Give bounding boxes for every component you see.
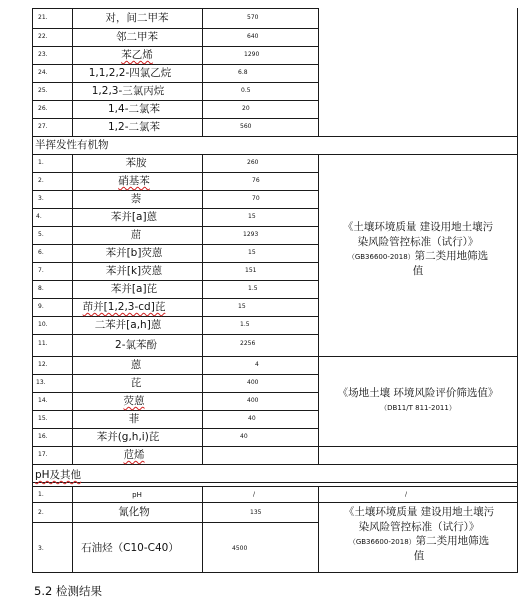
row-number: 25. bbox=[38, 87, 48, 94]
compound-name: 1,4-二氯苯 bbox=[108, 103, 160, 115]
compound-name: 氰化物 bbox=[118, 506, 150, 518]
row-number: 11. bbox=[38, 340, 48, 347]
row-line bbox=[32, 428, 318, 429]
compound-name: 茚并[1,2,3-cd]芘 bbox=[82, 301, 166, 313]
row-number: 2. bbox=[38, 177, 44, 184]
standard-db11: 《场地土壤 环境风险评价筛选值》 （DB11/T 811-2011） bbox=[337, 387, 499, 412]
screening-value: 2256 bbox=[240, 340, 256, 347]
table-border-right bbox=[517, 8, 518, 482]
screening-value: / bbox=[253, 491, 256, 498]
row-number: 16. bbox=[38, 433, 48, 440]
standard-gb36600-other: 《土壤环境质量 建设用地土壤污 染风险管控标准（试行）》 （GB36600-2018）第二类用地筛选 值 bbox=[343, 506, 495, 562]
standard-gb36600: 《土壤环境质量 建设用地土壤污 染风险管控标准（试行）》 （GB36600-2018）第二类用地筛选 值 bbox=[342, 221, 494, 277]
screening-value: 70 bbox=[252, 195, 260, 202]
col-divider-name bbox=[202, 486, 203, 572]
row-line bbox=[32, 226, 318, 227]
row-number: 6. bbox=[38, 249, 44, 256]
screening-value: 15 bbox=[248, 249, 256, 256]
col-divider-no bbox=[72, 486, 73, 572]
row-line bbox=[32, 82, 318, 83]
screening-value: 1293 bbox=[243, 231, 259, 238]
compound-name: 邻二甲苯 bbox=[116, 31, 158, 43]
row-line bbox=[32, 502, 518, 503]
compound-name: 䓛 bbox=[130, 229, 142, 241]
row-line bbox=[32, 446, 518, 447]
screening-value: 4 bbox=[255, 361, 259, 368]
row-number: 8. bbox=[38, 285, 44, 292]
compound-name: 苊烯 bbox=[123, 449, 145, 461]
screening-value: 76 bbox=[252, 177, 260, 184]
compound-name: 荧蒽 bbox=[123, 395, 145, 407]
screening-value: 40 bbox=[240, 433, 248, 440]
row-line bbox=[32, 190, 318, 191]
compound-name: 苯并[k]荧蒽 bbox=[105, 265, 163, 277]
compound-name: 苯胺 bbox=[125, 157, 147, 169]
compound-name: 对，间二甲苯 bbox=[105, 12, 169, 24]
row-number: 7. bbox=[38, 267, 44, 274]
compound-name: 硝基苯 bbox=[118, 175, 150, 187]
row-number: 10. bbox=[38, 321, 48, 328]
row-line bbox=[32, 100, 318, 101]
section-title-ph-other: pH及其他 bbox=[35, 469, 82, 481]
screening-value: 400 bbox=[247, 397, 259, 404]
row-line bbox=[32, 8, 318, 9]
screening-value: 15 bbox=[238, 303, 246, 310]
compound-name: 苯并[a]芘 bbox=[110, 283, 158, 295]
compound-name: 石油烃（C10-C40） bbox=[81, 542, 179, 554]
compound-name: 芘 bbox=[130, 377, 142, 389]
compound-name: 二苯并[a,h]蒽 bbox=[94, 319, 162, 331]
row-number: 5. bbox=[38, 231, 44, 238]
row-line bbox=[32, 118, 318, 119]
row-line bbox=[32, 46, 318, 47]
row-line bbox=[32, 244, 318, 245]
compound-name: 萘 bbox=[130, 193, 142, 205]
col-divider-value bbox=[318, 154, 319, 464]
table-border-left bbox=[32, 482, 33, 572]
screening-value: 40 bbox=[248, 415, 256, 422]
row-line bbox=[32, 334, 318, 335]
screening-value: 6.8 bbox=[238, 69, 248, 76]
compound-name: 蒽 bbox=[130, 359, 142, 371]
row-number: 14. bbox=[38, 397, 48, 404]
row-number: 23. bbox=[38, 51, 48, 58]
row-line bbox=[32, 64, 318, 65]
row-line bbox=[32, 486, 518, 487]
row-number: 13. bbox=[36, 379, 46, 386]
compound-name: 苯并(g,h,i)芘 bbox=[96, 431, 160, 443]
screening-value: 15 bbox=[248, 213, 256, 220]
compound-name: 苯并[b]荧蒽 bbox=[105, 247, 163, 259]
col-divider-value bbox=[318, 8, 319, 136]
row-number: 24. bbox=[38, 69, 48, 76]
screening-value: 0.5 bbox=[241, 87, 251, 94]
screening-value: 151 bbox=[245, 267, 257, 274]
row-line bbox=[32, 316, 318, 317]
row-number: 26. bbox=[38, 105, 48, 112]
row-line bbox=[32, 298, 318, 299]
row-line bbox=[32, 522, 318, 523]
row-line bbox=[32, 356, 518, 357]
row-number: 17. bbox=[38, 451, 48, 458]
screening-value: 260 bbox=[247, 159, 259, 166]
row-line bbox=[32, 374, 318, 375]
screening-value: 640 bbox=[247, 33, 259, 40]
screening-value: 1.5 bbox=[240, 321, 250, 328]
row-number: 3. bbox=[38, 195, 44, 202]
compound-name: 苯乙烯 bbox=[121, 49, 153, 61]
row-number: 21. bbox=[38, 14, 48, 21]
screening-value: 1.5 bbox=[248, 285, 258, 292]
row-line bbox=[32, 154, 518, 155]
compound-name: 2-氯苯酚 bbox=[115, 339, 157, 351]
compound-name: 1,2,3-三氯丙烷 bbox=[91, 85, 165, 97]
screening-value: 135 bbox=[250, 509, 262, 516]
col-divider-name bbox=[202, 154, 203, 464]
screening-value: 20 bbox=[242, 105, 250, 112]
row-line bbox=[32, 172, 318, 173]
row-number: 2. bbox=[38, 509, 44, 516]
row-number: 27. bbox=[38, 123, 48, 130]
row-number: 12. bbox=[38, 361, 48, 368]
row-line bbox=[32, 280, 318, 281]
row-number: 15. bbox=[38, 415, 48, 422]
row-line bbox=[32, 136, 518, 137]
standard-value: / bbox=[405, 491, 408, 498]
section-title-semi-volatile: 半挥发性有机物 bbox=[35, 139, 109, 151]
row-number: 9. bbox=[38, 303, 44, 310]
compound-name: 1,1,2,2-四氯乙烷 bbox=[88, 67, 172, 79]
row-line bbox=[32, 28, 318, 29]
compound-name: 苯并[a]蒽 bbox=[110, 211, 158, 223]
row-number: 4. bbox=[36, 213, 42, 220]
col-divider-no bbox=[72, 154, 73, 464]
screening-value: 4500 bbox=[232, 545, 248, 552]
screening-value: 400 bbox=[247, 379, 259, 386]
row-line bbox=[32, 262, 318, 263]
screening-value: 560 bbox=[240, 123, 252, 130]
screening-value: 1290 bbox=[244, 51, 260, 58]
row-line bbox=[32, 208, 318, 209]
section-heading: 5.2 检测结果 bbox=[34, 584, 102, 598]
row-line bbox=[32, 572, 518, 573]
compound-name: pH bbox=[132, 491, 142, 499]
row-line bbox=[32, 482, 518, 483]
row-number: 22. bbox=[38, 33, 48, 40]
row-number: 1. bbox=[38, 491, 44, 498]
row-line bbox=[32, 464, 518, 465]
compound-name: 1,2-二氯苯 bbox=[108, 121, 160, 133]
row-number: 3. bbox=[38, 545, 44, 552]
row-line bbox=[32, 410, 318, 411]
row-line bbox=[32, 392, 318, 393]
row-number: 1. bbox=[38, 159, 44, 166]
screening-value: 570 bbox=[247, 14, 259, 21]
compound-name: 菲 bbox=[128, 413, 140, 425]
